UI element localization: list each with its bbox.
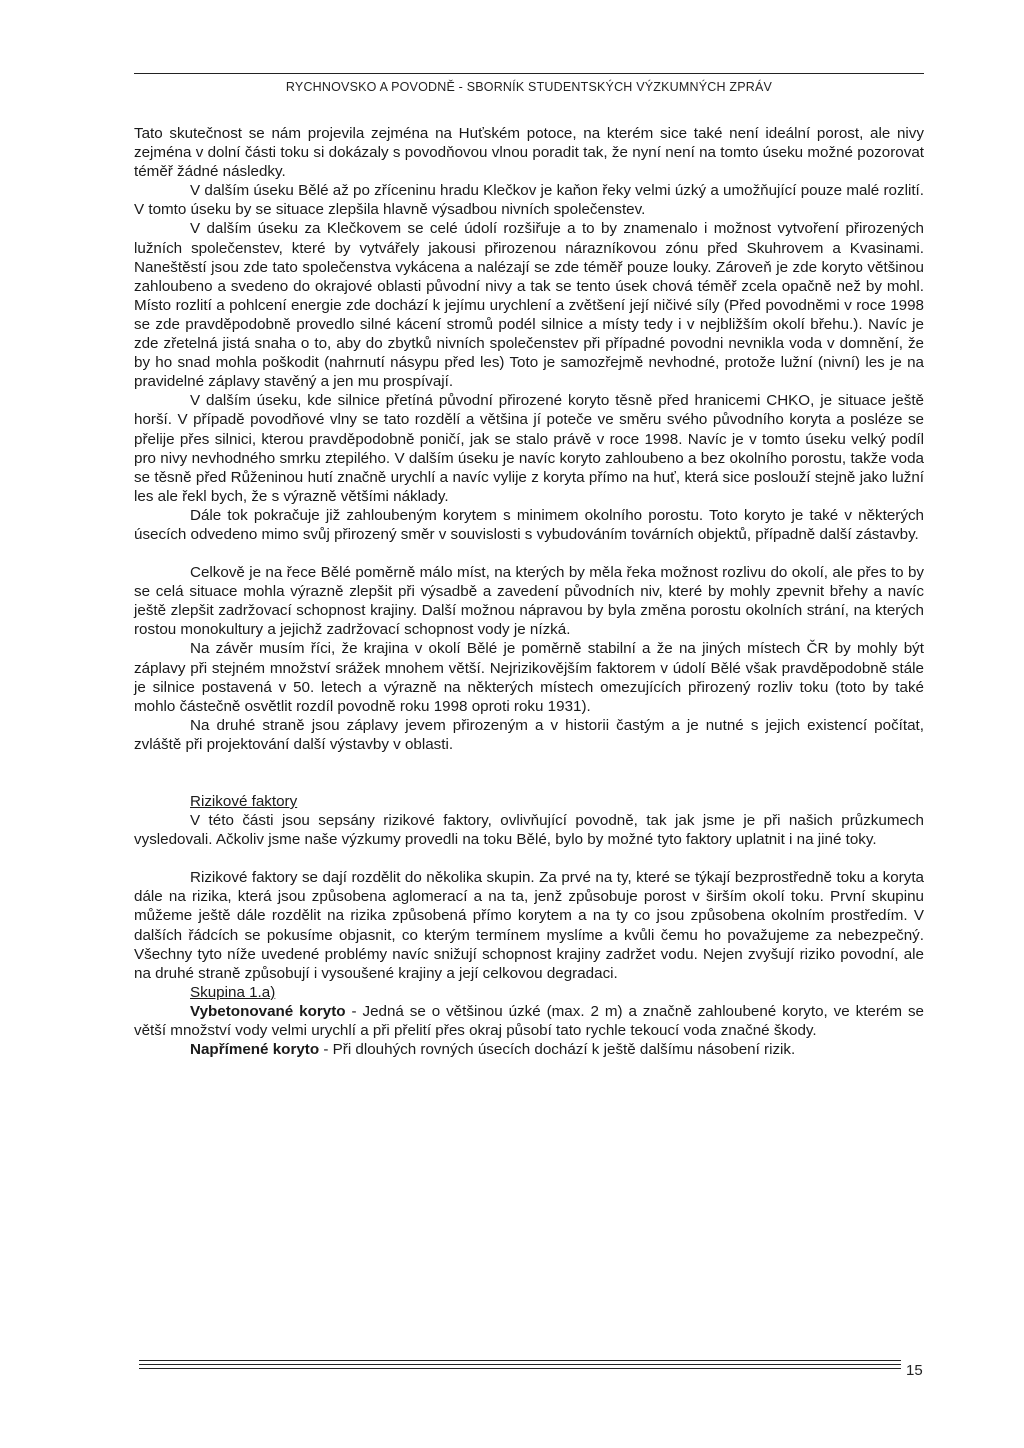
body-paragraph: V dalším úseku za Klečkovem se celé údolí rozšiřuje a to by znamenalo i možnost vytvoření přirozených lužních společenstev, které by vytvářely jakousi přirozenou nárazníkovou zónu před Skuhrovem a Kvasinami. Naneštěstí jsou zde tato společenstva vykácena a nalézají se zde téměř pouze louky. Zároveň je zde koryto většinou zahloubeno a svedeno do okrajové oblasti původní nivy a tak se tento úsek chová téměř zcela opačně než by mohl. Místo rozlití a pohlcení energie zde dochází k jejímu urychlení a zvětšení její ničivé síly (Před povodněmi v roce 1998 se zde pravděpodobně provedlo silné kácení stromů podél silnice a místy tedy i v nejbližším okolí břehu.). Navíc je zde zřetelná jistá snaha o to, aby do zbytků nivních společenstev při případné povodni nevnikla voda v domnění, že by ho snad mohla poškodit (nahrnutí násypu před les) Toto je samozřejmě nevhodné, protože lužní (nivní) les je na pravidelné záplavy stavěný a jen mu prospívají.: [134, 220, 924, 391]
body-paragraph: Dále tok pokračuje již zahloubeným korytem s minimem okolního porostu. Toto koryto je také v některých úsecích odvedeno mimo svůj přirozený směr v souvislosti s vybudováním továrních objektů, případně další zástavby.: [134, 506, 924, 543]
section-title: Rizikové faktory: [190, 793, 298, 810]
risk-term-description: - Jedná se o většinou úzké (max. 2 m) a značně zahloubené koryto, ve kterém se větší množství vody velmi urychlí a při přelití přes okraj působí tato rychle tekoucí voda značné škody.: [134, 1002, 924, 1040]
body-paragraph: V dalším úseku, kde silnice přetíná původní přirozené koryto těsně před hranicemi CHKO, je situace ještě horší. V případě povodňové vlny se tato rozdělí a většina jí poteče ve směru svého původního koryta a posléze se přelije přes silnici, kterou pravděpodobně poničí, jak se stalo právě v roce 1998. Navíc je v tomto úseku velký podíl pro nivy nevhodného smrku ztepilého. V dalším úseku je navíc koryto zahloubeno a bez okolního porostu, takže voda se těsně před Růženinou hutí značně urychlí a navíc vylije z koryta přímo na huť, která sice poslouží stejně jako lužní les ale řekl bych, že s výrazně většími náklady.: [134, 392, 924, 505]
footer-rule: [139, 1360, 901, 1361]
header-rule: [134, 73, 924, 74]
footer-rule: [139, 1368, 901, 1369]
spacer: [134, 544, 924, 563]
risk-term: Napřímené koryto: [190, 1041, 320, 1059]
spacer: [134, 849, 924, 868]
spacer: [134, 754, 924, 792]
groups-paragraph: Rizikové faktory se dají rozdělit do několika skupin. Za prvé na ty, které se týkají bezprostředně toku a koryta dále na rizika, která jsou způsobena aglomerací a na ta, jenž způsobuje porost v širším okolí toku. První skupinu můžeme ještě dále rozdělit na rizika způsobená přímo korytem a na ty co jsou způsobena okolním prostředím. V dalších řádcích se pokusíme objasnit, co kterým termínem myslíme a kvůli čemu ho považujeme za nebezpečný. Všechny tyto níže uvedené problémy navíc snižují schopnost krajiny zadržet vodu. Nejen zvyšují riziko povodní, ale na druhé straně způsobují i vysoušené krajiny a její celkovou degradaci.: [134, 869, 924, 982]
risk-term-item: [134, 1002, 924, 1040]
body-paragraph: V dalším úseku Bělé až po zříceninu hradu Klečkov je kaňon řeky velmi úzký a umožňující pouze malé rozlití. V tomto úseku by se situace zlepšila hlavně výsadbou nivních společenstev.: [134, 182, 924, 219]
running-head: RYCHNOVSKO A POVODNĚ - SBORNÍK STUDENTSKÝCH VÝZKUMNÝCH ZPRÁV: [285, 80, 773, 94]
risk-term: Vybetonované koryto: [190, 1002, 346, 1020]
risk-term-description: - Při dlouhých rovných úsecích dochází k ještě dalšímu násobení rizik.: [319, 1041, 796, 1059]
subgroup-title: Skupina 1.a): [190, 983, 276, 1001]
risk-term-item: [134, 1040, 924, 1059]
conclusion-paragraph: Celkově je na řece Bělé poměrně málo míst, na kterých by měla řeka možnost rozlivu do okolí, ale přes to by se celá situace mohla výrazně zlepšit při výsadbě a zavedení původních niv, které by mohly zpevnit břehy a navíc ještě zlepšit zadržovací schopnost krajiny. Další možnou nápravou by byla změna porostu okolních strání, na kterých rostou monokultury a jejichž zadržovací schopnost vody je nízká.: [134, 564, 924, 639]
page-body: [134, 124, 924, 1059]
section-intro: V této části jsou sepsány rizikové faktory, ovlivňující povodně, tak jak jsme je při našich průzkumech vysledovali. Ačkoliv jsme naše výzkumy provedli na toku Bělé, bylo by možné tyto faktory uplatnit i na jiné toky.: [134, 812, 924, 849]
conclusion-paragraph: Na závěr musím říci, že krajina v okolí Bělé je poměrně stabilní a že na jiných místech ČR by mohly být záplavy při stejném množství srážek mnohem větší. Nejrizikovějším faktorem v údolí Bělé však pravděpodobně stále je silnice postavená v 50. letech a výrazně na některých místech omezujících přirozený rozliv toku (toto by také mohlo částečně osvětlit rozdíl povodně roku 1998 oproti roku 1931).: [134, 640, 924, 715]
footer-rule: [139, 1364, 901, 1365]
conclusion-paragraph: Na druhé straně jsou záplavy jevem přirozeným a v historii častým a je nutné s jejich existencí počítat, zvláště při projektování další výstavby v oblasti.: [134, 716, 924, 753]
body-paragraph: Tato skutečnost se nám projevila zejména na Huťském potoce, na kterém sice také není ideální porost, ale nivy zejména v dolní části toku si dokázaly s povodňovou vlnou poradit tak, že nyní není na tomto úseku možné pozorovat téměř žádné následky.: [134, 125, 924, 181]
page-number: 15: [906, 1362, 923, 1379]
